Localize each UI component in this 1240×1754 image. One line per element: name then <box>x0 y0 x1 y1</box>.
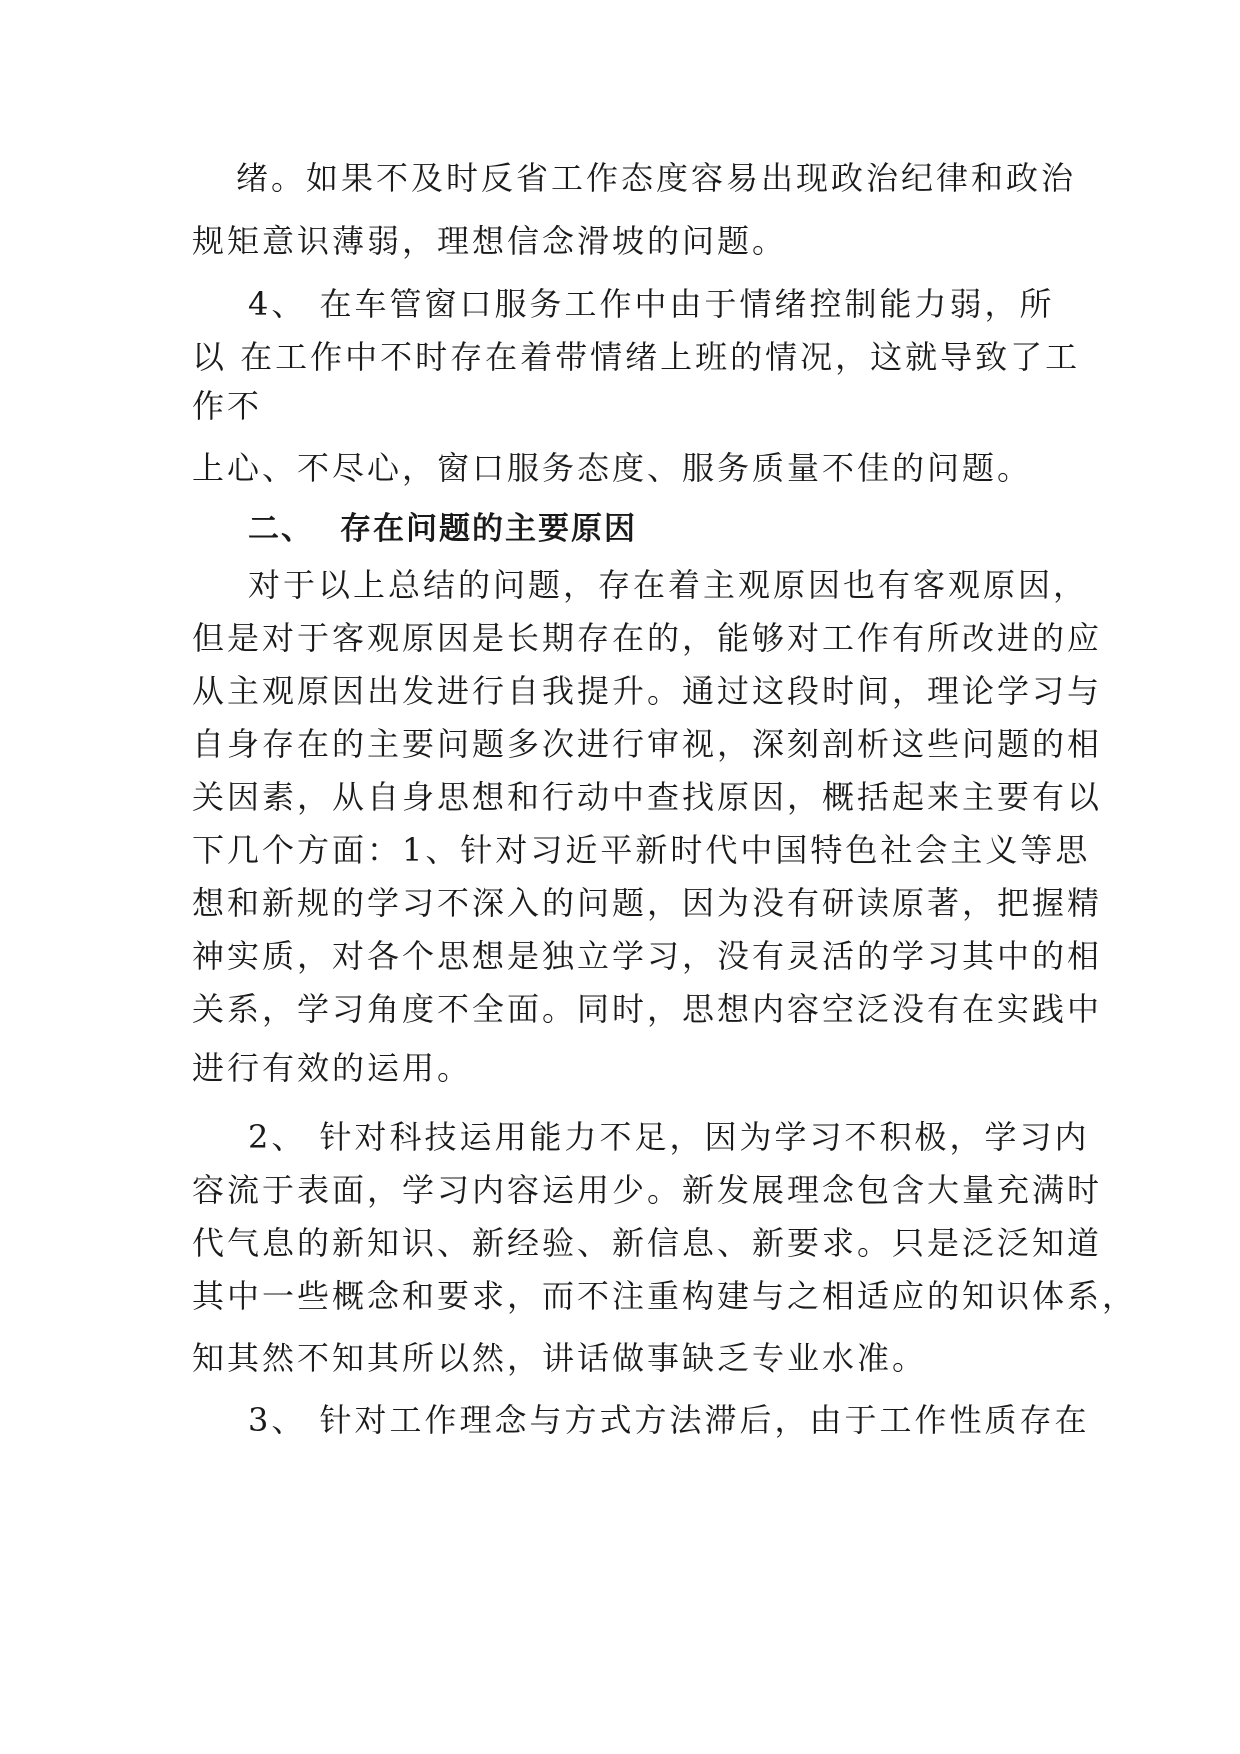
text-line: 但是对于客观原因是长期存在的，能够对工作有所改进的应 <box>192 619 1103 657</box>
text-line: 容流于表面，学习内容运用少。新发展理念包含大量充满时 <box>192 1171 1103 1209</box>
text-line: 下几个方面：1、针对习近平新时代中国特色社会主义等思 <box>192 831 1091 869</box>
text-line: 作不 <box>192 387 263 425</box>
text-line: 关因素，从自身思想和行动中查找原因，概括起来主要有以 <box>192 778 1103 816</box>
text-line: 进行有效的运用。 <box>192 1049 473 1087</box>
text-line: 3、 针对工作理念与方式方法滞后，由于工作性质存在 <box>248 1401 1090 1439</box>
text-line: 从主观原因出发进行自我提升。通过这段时间，理论学习与 <box>192 672 1103 710</box>
section-heading-title: 存在问题的主要原因 <box>340 511 637 547</box>
text-line: 自身存在的主要问题多次进行审视，深刻剖析这些问题的相 <box>192 725 1103 763</box>
text-line: 2、 针对科技运用能力不足，因为学习不积极，学习内 <box>248 1118 1090 1156</box>
text-line: 知其然不知其所以然，讲话做事缺乏专业水准。 <box>192 1339 928 1377</box>
text-line: 关系，学习角度不全面。同时，思想内容空泛没有在实践中 <box>192 990 1103 1028</box>
text-line: 上心、不尽心，窗口服务态度、服务质量不佳的问题。 <box>192 449 1033 487</box>
text-line: 规矩意识薄弱，理想信念滑坡的问题。 <box>192 222 788 260</box>
text-line: 对于以上总结的问题，存在着主观原因也有客观原因， <box>248 566 1089 604</box>
text-line: 想和新规的学习不深入的问题，因为没有研读原著，把握精 <box>192 884 1103 922</box>
text-line: 以 在工作中不时存在着带情绪上班的情况，这就导致了工 <box>192 338 1081 376</box>
text-line: 绪。如果不及时反省工作态度容易出现政治纪律和政治 <box>236 159 1077 197</box>
text-line: 其中一些概念和要求，而不注重构建与之相适应的知识体系， <box>192 1277 1138 1315</box>
text-line: 代气息的新知识、新经验、新信息、新要求。只是泛泛知道 <box>192 1224 1103 1262</box>
section-heading <box>248 509 637 549</box>
section-heading-number: 二、 <box>248 511 314 547</box>
text-line: 4、 在车管窗口服务工作中由于情绪控制能力弱，所 <box>248 285 1055 323</box>
text-line: 神实质，对各个思想是独立学习，没有灵活的学习其中的相 <box>192 937 1103 975</box>
